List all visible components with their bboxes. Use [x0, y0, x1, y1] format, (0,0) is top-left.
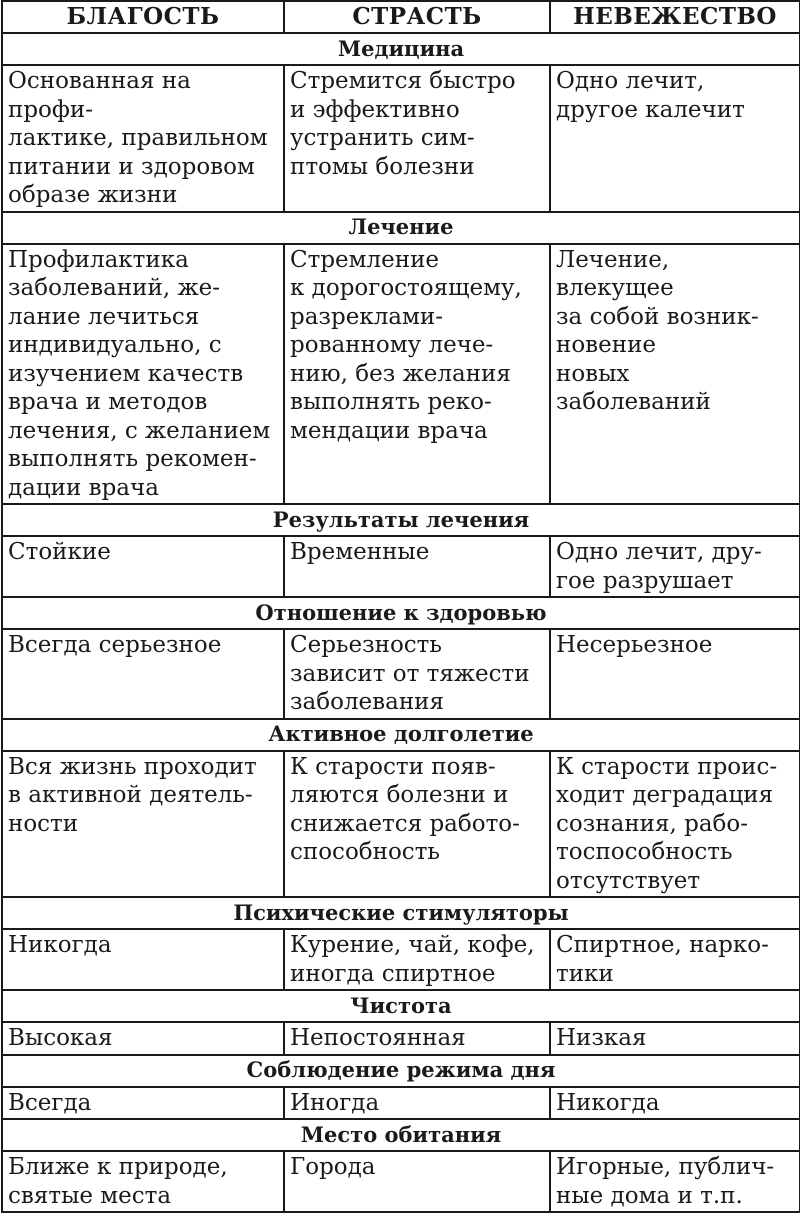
goodness-cell: Никогда — [2, 929, 284, 990]
section-row — [2, 719, 800, 751]
header-ignorance: НЕВЕЖЕСТВО — [550, 1, 800, 33]
section-title: Результаты лечения — [2, 504, 800, 536]
passion-cell: Серьезность зависит от тяжести заболевания — [284, 629, 550, 719]
table-row — [2, 65, 800, 212]
ignorance-cell: Низкая — [550, 1022, 800, 1055]
ignorance-cell: Несерьезное — [550, 629, 800, 719]
ignorance-cell: Одно лечит, дру- гое разрушает — [550, 536, 800, 597]
goodness-cell: Всегда серьезное — [2, 629, 284, 719]
goodness-cell: Стойкие — [2, 536, 284, 597]
section-title: Медицина — [2, 33, 800, 65]
table-row — [2, 929, 800, 990]
goodness-cell: Ближе к природе, святые места — [2, 1151, 284, 1212]
section-row — [2, 212, 800, 244]
passion-cell: Города — [284, 1151, 550, 1212]
section-row — [2, 1119, 800, 1151]
goodness-cell: Высокая — [2, 1022, 284, 1055]
section-title: Лечение — [2, 212, 800, 244]
section-title: Активное долголетие — [2, 719, 800, 751]
table-row — [2, 1022, 800, 1055]
section-row — [2, 1055, 800, 1087]
header-passion: СТРАСТЬ — [284, 1, 550, 33]
table-row — [2, 629, 800, 719]
section-row — [2, 897, 800, 929]
section-title: Место обитания — [2, 1119, 800, 1151]
passion-cell: К старости появ- ляются болезни и снижается работо- способность — [284, 751, 550, 898]
goodness-cell: Профилактика заболеваний, же- лание лечиться индивидуально, с изучением качеств врача и методов лечения, с желанием выполнять рекомен- дации врача — [2, 244, 284, 505]
table-row — [2, 1151, 800, 1212]
ignorance-cell: К старости проис- ходит деградация сознания, рабо- тоспособность отсутствует — [550, 751, 800, 898]
section-row — [2, 504, 800, 536]
passion-cell: Курение, чай, кофе, иногда спиртное — [284, 929, 550, 990]
table-row — [2, 751, 800, 898]
section-title: Психические стимуляторы — [2, 897, 800, 929]
table-row — [2, 244, 800, 505]
header-row — [2, 1, 800, 33]
section-row — [2, 597, 800, 629]
ignorance-cell: Одно лечит, другое калечит — [550, 65, 800, 212]
section-title: Отношение к здоровью — [2, 597, 800, 629]
table-row — [2, 1087, 800, 1120]
passion-cell: Стремится быстро и эффективно устранить сим- птомы болезни — [284, 65, 550, 212]
table-row — [2, 536, 800, 597]
ignorance-cell: Игорные, публич- ные дома и т.п. — [550, 1151, 800, 1212]
section-title: Соблюдение режима дня — [2, 1055, 800, 1087]
header-goodness: БЛАГОСТЬ — [2, 1, 284, 33]
section-title: Чистота — [2, 990, 800, 1022]
ignorance-cell: Спиртное, нарко- тики — [550, 929, 800, 990]
section-row — [2, 33, 800, 65]
passion-cell: Стремление к дорогостоящему, разреклами- рованному лече- нию, без желания выполнять реко- мендации врача — [284, 244, 550, 505]
ignorance-cell: Никогда — [550, 1087, 800, 1120]
passion-cell: Непостоянная — [284, 1022, 550, 1055]
goodness-cell: Вся жизнь проходит в активной деятель- ности — [2, 751, 284, 898]
section-row — [2, 990, 800, 1022]
goodness-cell: Всегда — [2, 1087, 284, 1120]
passion-cell: Временные — [284, 536, 550, 597]
gunas-comparison-table — [1, 0, 800, 1213]
goodness-cell: Основанная на профи- лактике, правильном питании и здоровом образе жизни — [2, 65, 284, 212]
passion-cell: Иногда — [284, 1087, 550, 1120]
ignorance-cell: Лечение, влекущее за собой возник- новение новых заболеваний — [550, 244, 800, 505]
table-body — [2, 33, 800, 1212]
